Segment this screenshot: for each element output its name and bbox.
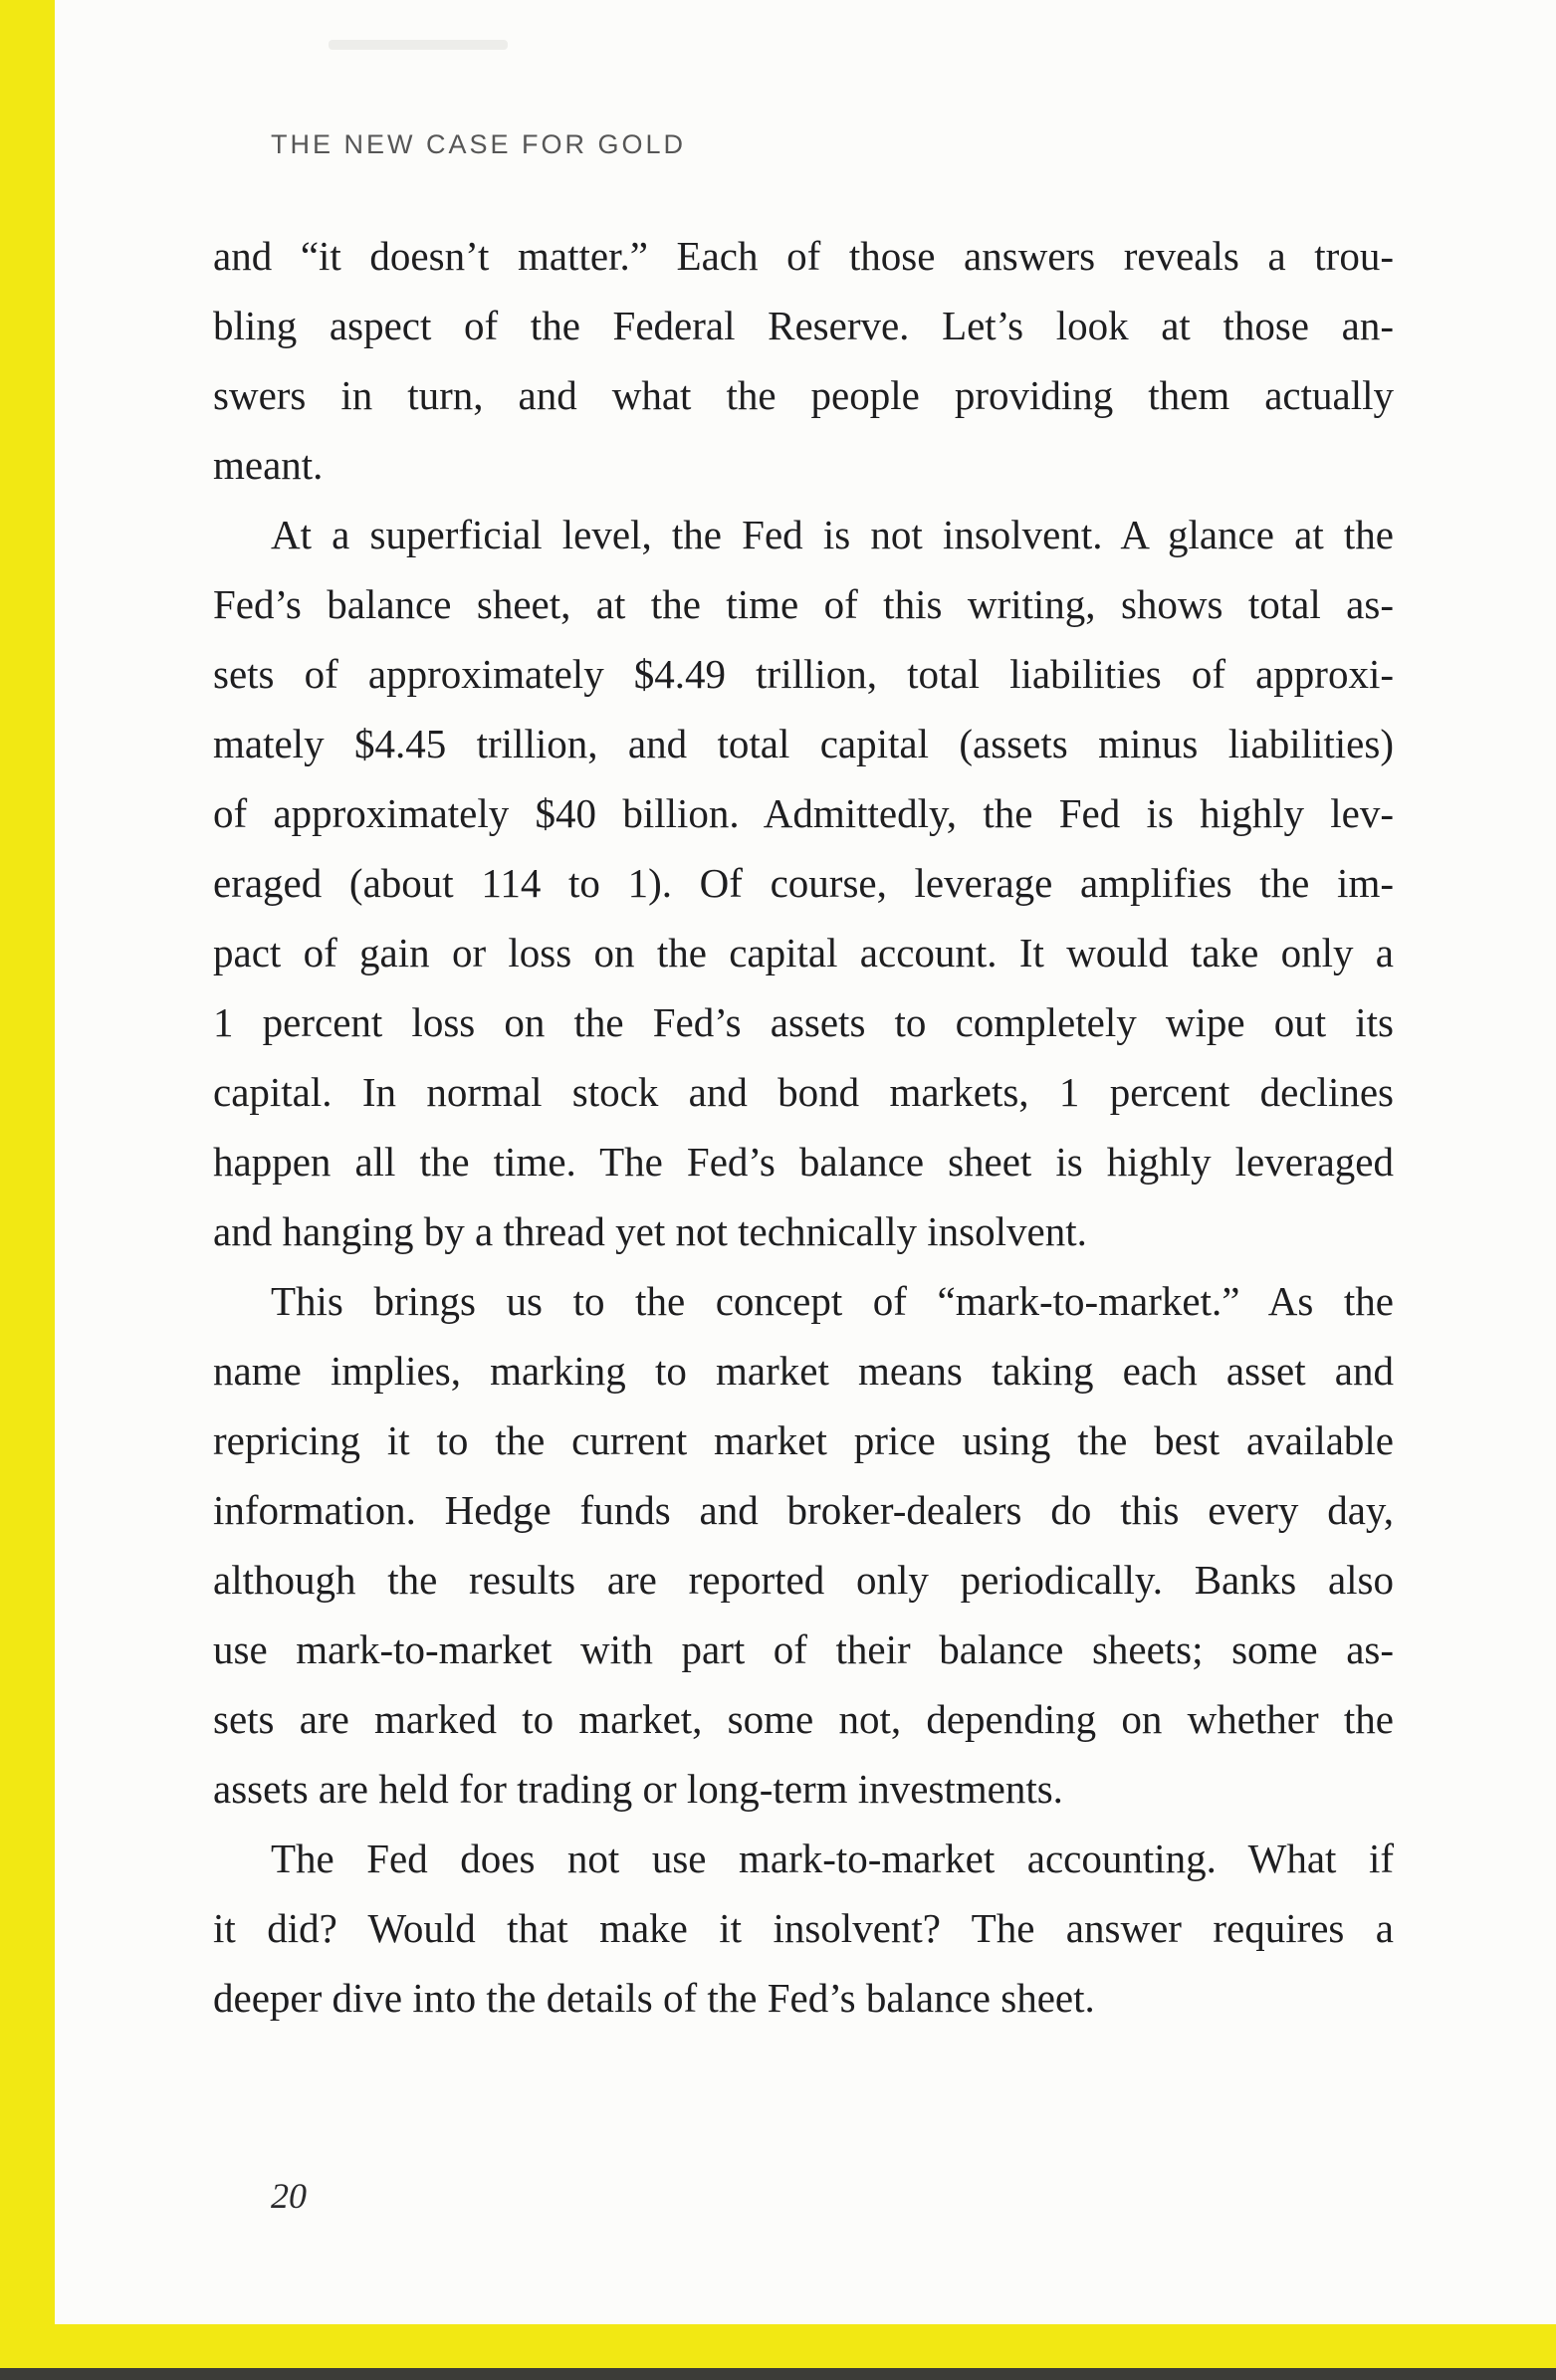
scan-smudge bbox=[329, 40, 508, 50]
text-line: and hanging by a thread yet not technically insolvent. bbox=[213, 1208, 1087, 1254]
paragraph bbox=[213, 221, 1394, 500]
text-line: pact of gain or loss on the capital account. It would take only a bbox=[213, 930, 1394, 975]
book-cover-edge-bottom bbox=[0, 2324, 1556, 2368]
paragraph bbox=[213, 500, 1394, 1266]
text-line: swers in turn, and what the people providing them actually bbox=[213, 372, 1394, 418]
book-cover-edge-left bbox=[0, 0, 55, 2368]
text-line: eraged (about 114 to 1). Of course, leverage amplifies the im- bbox=[213, 860, 1394, 906]
paragraph bbox=[213, 1266, 1394, 1824]
text-line: assets are held for trading or long-term investments. bbox=[213, 1766, 1063, 1812]
text-line: repricing it to the current market price using the best available bbox=[213, 1417, 1394, 1463]
text-line: mately $4.45 trillion, and total capital (assets minus liabilities) bbox=[213, 721, 1394, 766]
text-line: capital. In normal stock and bond markets, 1 percent declines bbox=[213, 1069, 1394, 1115]
page-number: 20 bbox=[271, 2176, 307, 2216]
scan-edge-bottom bbox=[0, 2368, 1556, 2380]
body-text bbox=[213, 221, 1394, 2033]
text-line: At a superficial level, the Fed is not insolvent. A glance at the bbox=[271, 512, 1394, 557]
text-line: of approximately $40 billion. Admittedly, the Fed is highly lev- bbox=[213, 790, 1394, 836]
text-line: it did? Would that make it insolvent? The answer requires a bbox=[213, 1905, 1394, 1951]
text-line: name implies, marking to market means taking each asset and bbox=[213, 1348, 1394, 1394]
text-line: information. Hedge funds and broker-dealers do this every day, bbox=[213, 1487, 1394, 1533]
text-line: although the results are reported only periodically. Banks also bbox=[213, 1557, 1394, 1603]
text-line: 1 percent loss on the Fed’s assets to completely wipe out its bbox=[213, 999, 1394, 1045]
text-line: use mark-to-market with part of their balance sheets; some as- bbox=[213, 1626, 1394, 1672]
paragraph bbox=[213, 1824, 1394, 2033]
text-line: sets of approximately $4.49 trillion, total liabilities of approxi- bbox=[213, 651, 1394, 697]
text-line: and “it doesn’t matter.” Each of those answers reveals a trou- bbox=[213, 233, 1394, 279]
running-header: THE NEW CASE FOR GOLD bbox=[271, 129, 687, 159]
text-line: The Fed does not use mark-to-market accounting. What if bbox=[271, 1836, 1394, 1881]
text-line: This brings us to the concept of “mark-to-market.” As the bbox=[271, 1278, 1394, 1324]
text-line: meant. bbox=[213, 442, 324, 488]
text-line: bling aspect of the Federal Reserve. Let’s look at those an- bbox=[213, 303, 1394, 348]
text-line: Fed’s balance sheet, at the time of this writing, shows total as- bbox=[213, 581, 1394, 627]
text-line: sets are marked to market, some not, depending on whether the bbox=[213, 1696, 1394, 1742]
text-line: deeper dive into the details of the Fed’s balance sheet. bbox=[213, 1975, 1095, 2021]
text-line: happen all the time. The Fed’s balance sheet is highly leveraged bbox=[213, 1139, 1394, 1185]
